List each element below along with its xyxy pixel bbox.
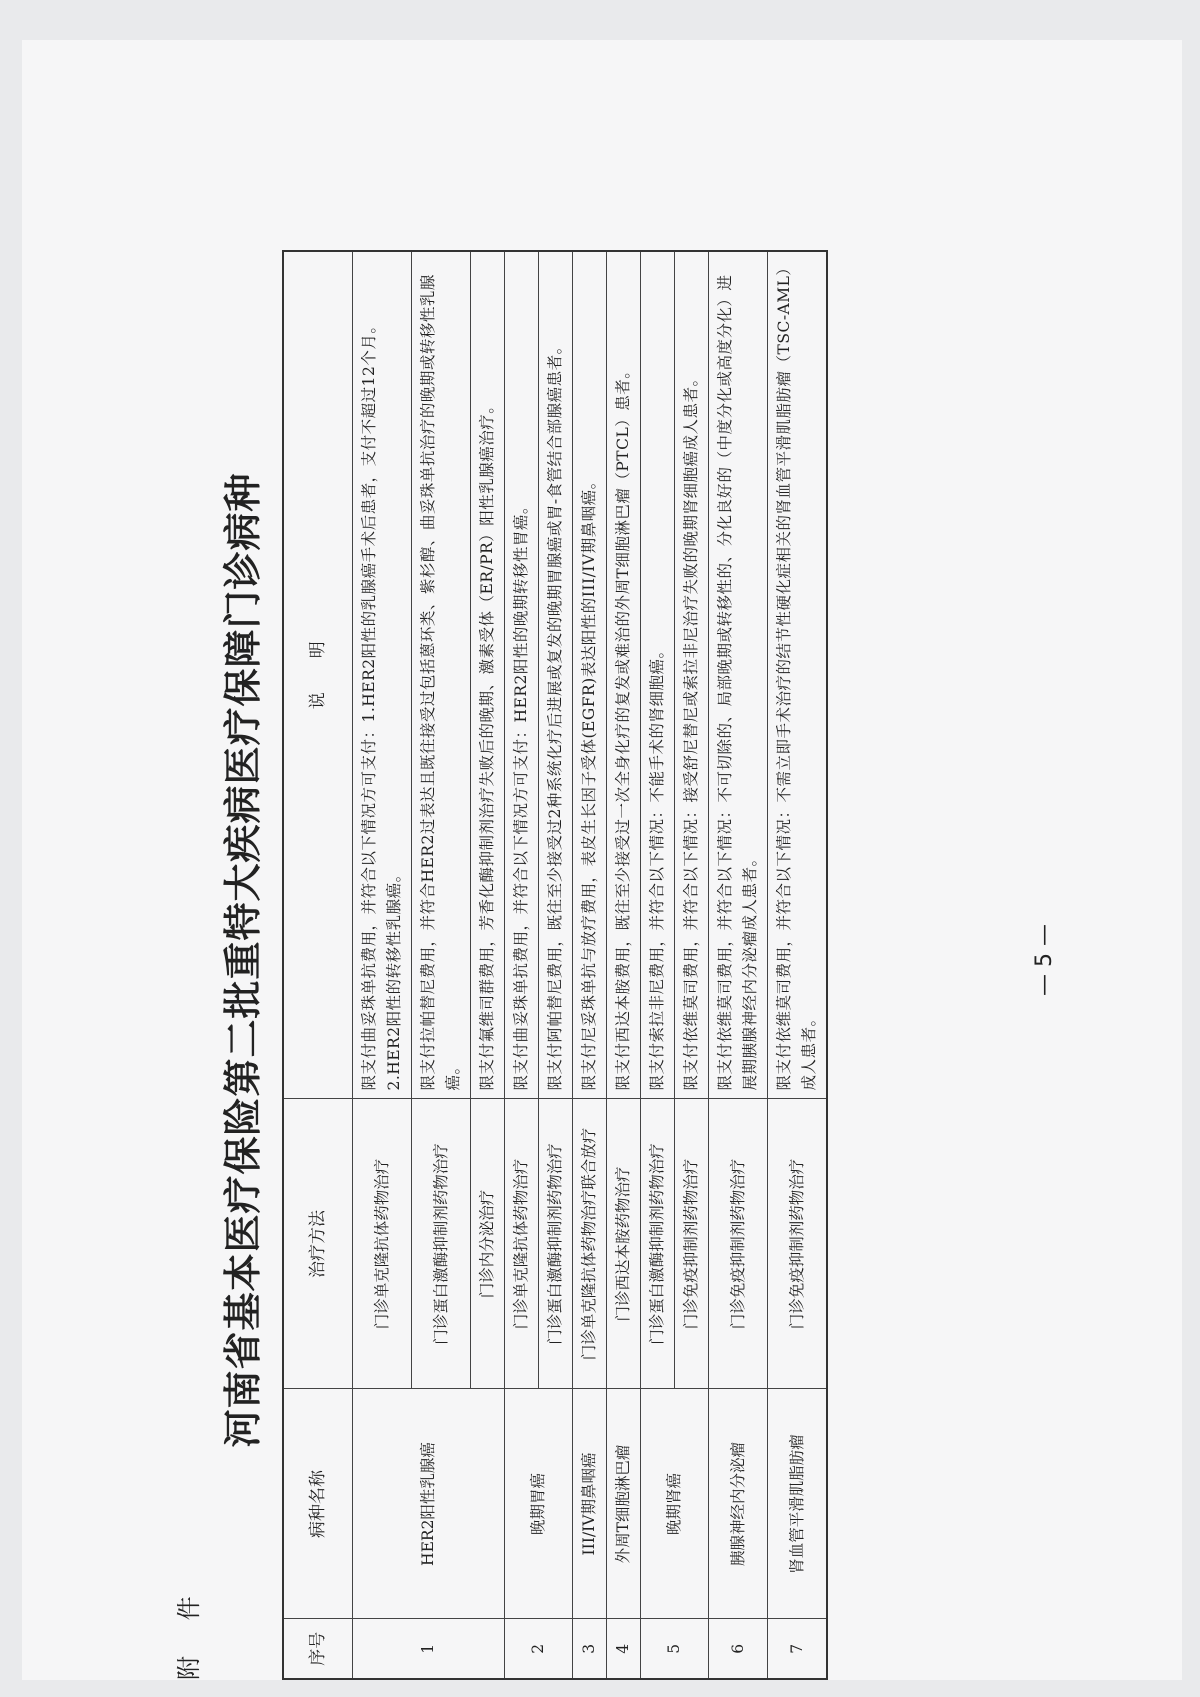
disease-name: 晚期肾癌 [641,1389,709,1619]
treatment-method: 门诊免疫抑制剂药物治疗 [768,1099,828,1389]
row-number: 7 [768,1619,828,1679]
table-row [573,251,607,1679]
treatment-method: 门诊免疫抑制剂药物治疗 [709,1099,768,1389]
header-no: 序号 [283,1619,353,1679]
rotated-content [172,240,1072,1680]
table-body [353,251,828,1679]
row-number: 2 [505,1619,573,1679]
treatment-description: 限支付曲妥珠单抗费用，并符合以下情况方可支付：HER2阳性的晚期转移性胃癌。 [505,251,539,1099]
attachment-label: 附 件 [175,1582,203,1680]
treatment-method: 门诊蛋白激酶抑制剂药物治疗 [641,1099,675,1389]
treatment-method: 门诊单克隆抗体药物治疗 [353,1099,412,1389]
disease-name: 外周T细胞淋巴瘤 [607,1389,641,1619]
table-row [709,251,768,1679]
treatment-description: 限支付拉帕替尼费用，并符合HER2过表达且既往接受过包括蒽环类、紫杉醇、曲妥珠单抗治疗的晚期或转移性乳腺癌。 [412,251,471,1099]
treatment-method: 门诊西达本胺药物治疗 [607,1099,641,1389]
treatment-method: 门诊免疫抑制剂药物治疗 [675,1099,709,1389]
row-number: 4 [607,1619,641,1679]
disease-name: III/IV期鼻咽癌 [573,1389,607,1619]
treatment-description: 限支付西达本胺费用，既往至少接受过一次全身化疗的复发或难治的外周T细胞淋巴瘤（PTCL）患者。 [607,251,641,1099]
treatment-description: 限支付尼妥珠单抗与放疗费用，表皮生长因子受体(EGFR)表达阳性的III/IV期鼻咽癌。 [573,251,607,1099]
treatment-description: 限支付索拉非尼费用，并符合以下情况：不能手术的肾细胞癌。 [641,251,675,1099]
row-number: 1 [353,1619,505,1679]
disease-name: 肾血管平滑肌脂肪瘤 [768,1389,828,1619]
disease-table [282,250,828,1680]
document-title: 河南省基本医疗保险第二批重特大疾病医疗保障门诊病种 [220,472,265,1448]
treatment-description: 限支付阿帕替尼费用，既往至少接受过2种系统化疗后进展或复发的晚期胃腺癌或胃-食管结合部腺癌患者。 [539,251,573,1099]
treatment-method: 门诊蛋白激酶抑制剂药物治疗 [539,1099,573,1389]
treatment-description: 限支付氟维司群费用，芳香化酶抑制剂治疗失败后的晚期、激素受体（ER/PR）阳性乳腺癌治疗。 [471,251,505,1099]
treatment-description: 限支付依维莫司费用，并符合以下情况：不可切除的、局部晚期或转移性的、分化良好的（中度分化或高度分化）进展期胰腺神经内分泌瘤成人患者。 [709,251,768,1099]
treatment-method: 门诊单克隆抗体药物治疗 [505,1099,539,1389]
table-row [768,251,828,1679]
treatment-description: 限支付曲妥珠单抗费用，并符合以下情况方可支付：1.HER2阳性的乳腺癌手术后患者，支付不超过12个月。2.HER2阳性的转移性乳腺癌。 [353,251,412,1099]
header-description: 说 明 [283,251,353,1099]
scanned-page [22,40,1182,1680]
row-number: 3 [573,1619,607,1679]
table-row [641,251,675,1679]
header-disease: 病种名称 [283,1389,353,1619]
disease-name: 胰腺神经内分泌瘤 [709,1389,768,1619]
treatment-description: 限支付依维莫司费用，并符合以下情况：不需立即手术治疗的结节性硬化症相关的肾血管平滑肌脂肪瘤（TSC-AML）成人患者。 [768,251,828,1099]
treatment-method: 门诊蛋白激酶抑制剂药物治疗 [412,1099,471,1389]
page-number: — 5 — [1032,924,1057,996]
table-row [353,251,412,1679]
disease-name: HER2阳性乳腺癌 [353,1389,505,1619]
treatment-method: 门诊内分泌治疗 [471,1099,505,1389]
treatment-method: 门诊单克隆抗体药物治疗联合放疗 [573,1099,607,1389]
row-number: 6 [709,1619,768,1679]
table-header-row [283,251,353,1679]
table-row [607,251,641,1679]
treatment-description: 限支付依维莫司费用，并符合以下情况：接受舒尼替尼或索拉非尼治疗失败的晚期肾细胞癌成人患者。 [675,251,709,1099]
row-number: 5 [641,1619,709,1679]
table-row [505,251,539,1679]
disease-name: 晚期胃癌 [505,1389,573,1619]
header-treatment: 治疗方法 [283,1099,353,1389]
